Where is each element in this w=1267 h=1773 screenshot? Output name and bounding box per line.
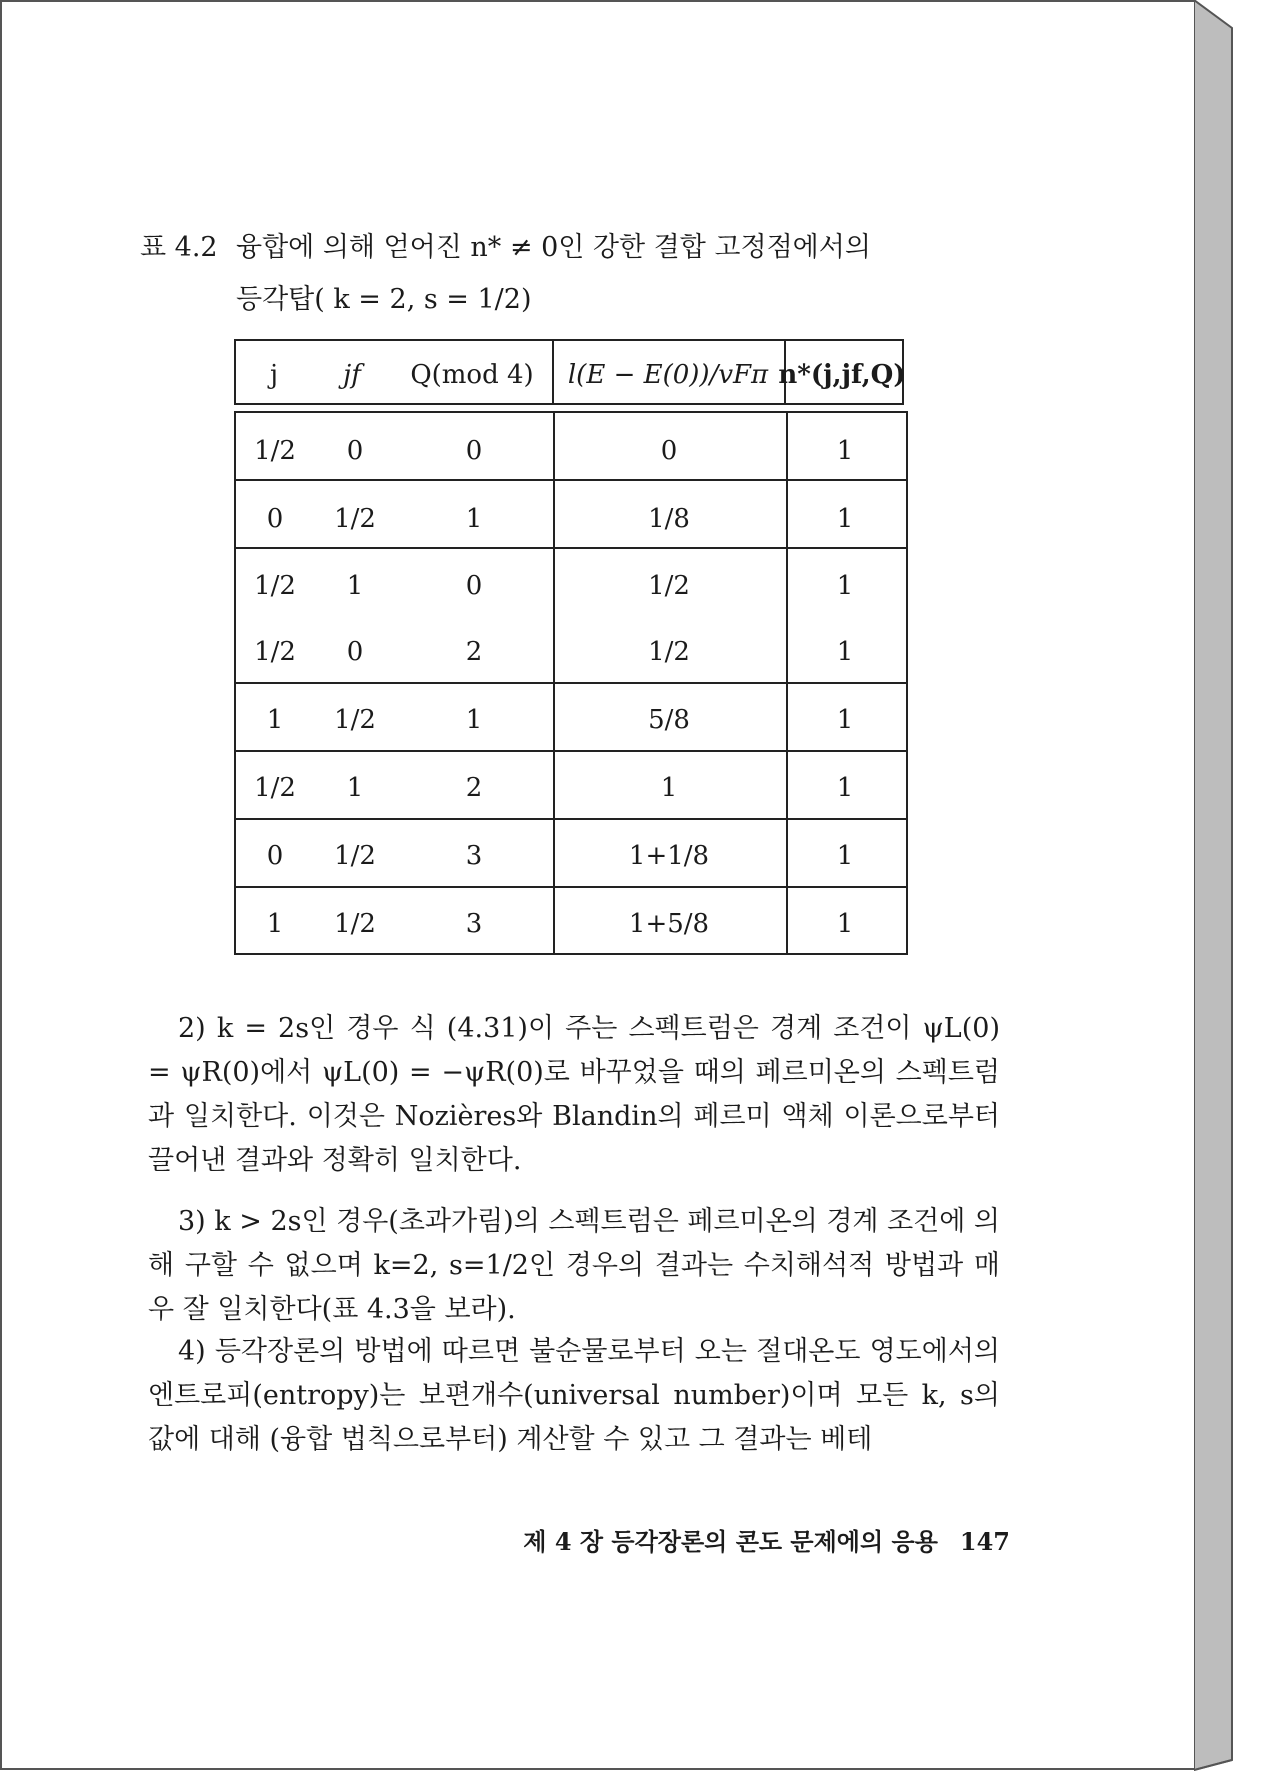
caption-line-1: 융합에 의해 얻어진 n* ≠ 0인 강한 결합 고정점에서의 [236, 232, 871, 263]
cell-energy: 1/2 [648, 571, 690, 601]
cell-q: 3 [465, 841, 483, 871]
cell-n: 1 [836, 571, 854, 601]
group-separator [234, 886, 908, 888]
group-separator [234, 479, 908, 481]
cell-j: 1/2 [254, 637, 296, 667]
cell-energy: 5/8 [648, 705, 690, 735]
cell-jf: 1/2 [334, 504, 376, 534]
cell-energy: 1+5/8 [628, 909, 710, 939]
cell-j: 0 [266, 504, 284, 534]
header-divider [552, 339, 554, 405]
cell-q: 1 [465, 705, 483, 735]
header-q-mod4: Q(mod 4) [410, 360, 534, 390]
header-jf-text: jf [343, 360, 361, 390]
cell-energy: 0 [660, 436, 678, 466]
cell-n: 1 [836, 637, 854, 667]
cell-q: 1 [465, 504, 483, 534]
running-chapter-title: 제 4 장 등각장론의 콘도 문제에의 응용 [523, 1527, 938, 1556]
page-number: 147 [959, 1527, 1010, 1556]
cell-j: 1 [266, 909, 284, 939]
cell-n: 1 [836, 504, 854, 534]
cell-j: 1/2 [254, 773, 296, 803]
cell-j: 1 [266, 705, 284, 735]
cell-jf: 1/2 [334, 909, 376, 939]
cell-j: 1/2 [254, 571, 296, 601]
table-caption [140, 222, 1040, 326]
header-jf [343, 360, 361, 390]
cell-energy: 1/2 [648, 637, 690, 667]
cell-jf: 1 [346, 773, 364, 803]
cell-jf: 1 [346, 571, 364, 601]
cell-energy: 1/8 [648, 504, 690, 534]
header-j: j [269, 360, 279, 390]
cell-energy: 1 [660, 773, 678, 803]
cell-n: 1 [836, 909, 854, 939]
header-energy-text: l(E − E(0))/vFπ [567, 360, 769, 390]
cell-q: 2 [465, 773, 483, 803]
cell-n: 1 [836, 841, 854, 871]
cell-q: 0 [465, 571, 483, 601]
cell-q: 2 [465, 637, 483, 667]
group-separator [234, 682, 908, 684]
cell-jf: 0 [346, 436, 364, 466]
cell-energy: 1+1/8 [628, 841, 710, 871]
cell-j: 1/2 [254, 436, 296, 466]
cell-n: 1 [836, 436, 854, 466]
page-footer [490, 1522, 1010, 1557]
group-separator [234, 547, 908, 549]
cell-jf: 1/2 [334, 841, 376, 871]
cell-q: 3 [465, 909, 483, 939]
cell-n: 1 [836, 773, 854, 803]
cell-n: 1 [836, 705, 854, 735]
group-separator [234, 818, 908, 820]
group-separator [234, 750, 908, 752]
paragraph-3: 3) k > 2s인 경우(초과가림)의 스펙트럼은 페르미온의 경계 조건에 의해 구할 수 없으며 k=2, s=1/2인 경우의 결과는 수치해석적 방법과 매우 잘 일치한다(표 4.3을 보라). [148, 1206, 1001, 1325]
caption-number: 표 4.2 [140, 232, 218, 263]
page-edge-shading [1194, 0, 1254, 1773]
cell-jf: 1/2 [334, 705, 376, 735]
cell-jf: 0 [346, 637, 364, 667]
caption-line-2: 등각탑( k = 2, s = 1/2) [236, 284, 532, 315]
header-energy [568, 360, 768, 390]
cell-q: 0 [465, 436, 483, 466]
paragraph-4: 4) 등각장론의 방법에 따르면 불순물로부터 오는 절대온도 영도에서의 엔트로피(entropy)는 보편개수(universal number)이며 모든 k, s의 값에 대해 (융합 법칙으로부터) 계산할 수 있고 그 결과는 베테 [148, 1336, 1000, 1455]
cell-j: 0 [266, 841, 284, 871]
paragraph-2: 2) k = 2s인 경우 식 (4.31)이 주는 스펙트럼은 경계 조건이 ψL(0) = ψR(0)에서 ψL(0) = −ψR(0)로 바꾸었을 때의 페르미온의 스펙트럼과 일치한다. 이것은 Nozières와 Blandin의 페르미 액체 이론으로부터 끌어낸 결과와 정확히 일치한다. [148, 1013, 1000, 1176]
header-n-star: n*(j,jf,Q) [778, 360, 906, 390]
